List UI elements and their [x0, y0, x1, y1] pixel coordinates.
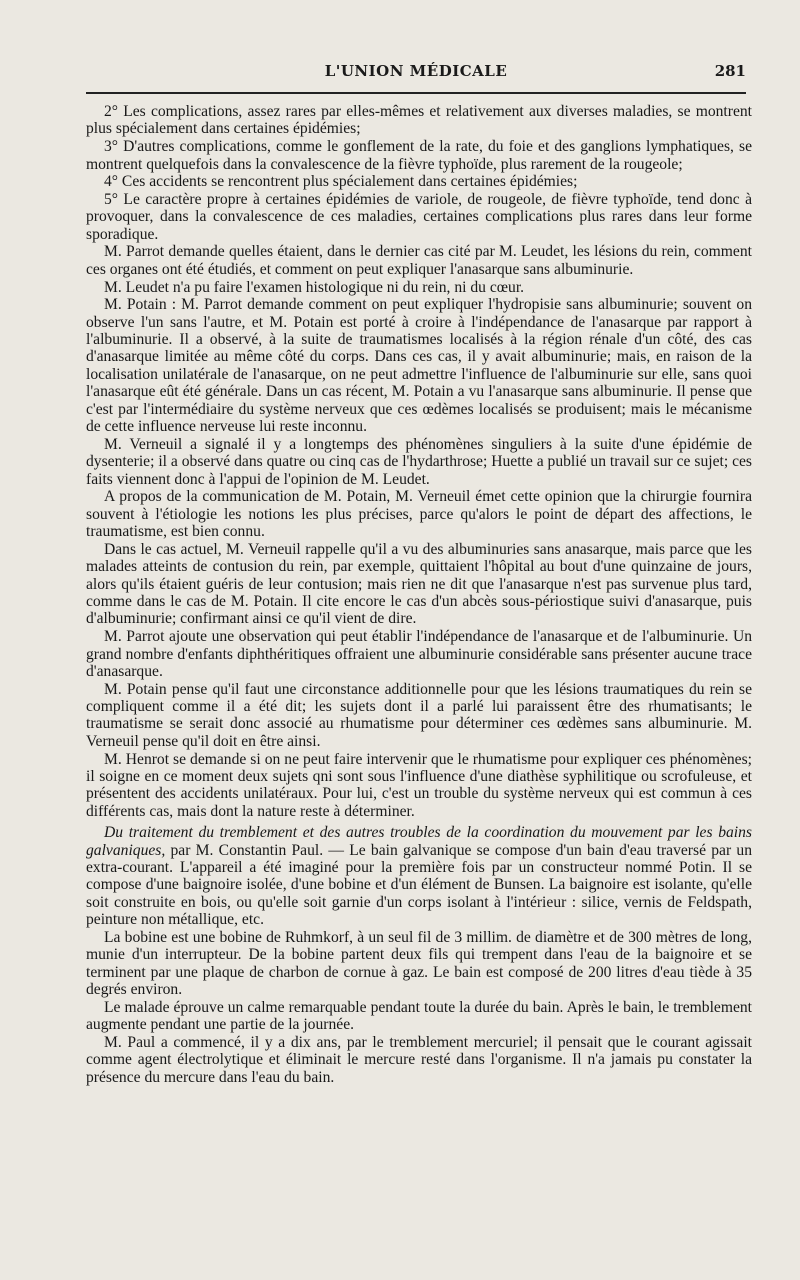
paragraph: 2° Les complications, assez rares par elles-mêmes et relativement aux diverses maladies, se montrent plus spécialement dans certaines épidémies; — [86, 103, 752, 138]
section-title: Du traitement du tremblement et des autres troubles de la coordination du mouvement par les bains galvaniques, — [86, 824, 752, 859]
page-number: 281 — [714, 62, 746, 80]
paragraph: M. Parrot ajoute une observation qui peut établir l'indépendance de l'anasarque et de l'albuminurie. Un grand nombre d'enfants diphthéritiques offraient une albuminurie considérable sans présenter aucune trace d'anasarque. — [86, 628, 752, 680]
paragraph: 4° Ces accidents se rencontrent plus spécialement dans certaines épidémies; — [104, 173, 578, 191]
paragraph: M. Paul a commencé, il y a dix ans, par le tremblement mercuriel; il pensait que le courant agissait comme agent électrolytique et éliminait le mercure resté dans l'organisme. Il n'a jamais pu constater la présence du mercure dans l'eau du bain. — [86, 1033, 752, 1086]
paragraph: A propos de la communication de M. Potain, M. Verneuil émet cette opinion que la chirurgie fournira souvent à l'étiologie les notions les plus précises, parce qu'alors le point de départ des affections, le traumatisme, est bien connu. — [86, 488, 752, 541]
page-header — [86, 62, 746, 86]
paragraph: La bobine est une bobine de Ruhmkorf, à un seul fil de 3 millim. de diamètre et de 300 mètres de long, munie d'un interrupteur. De la bobine partent deux fils qui trempent dans l'eau de la baignoire et se terminent par une plaque de charbon de cornue à gaz. Le bain est composé de 200 litres d'eau tiède à 35 degrés environ. — [86, 928, 752, 999]
section-intro: par M. Constantin Paul. — Le bain galvanique se compose d'un bain d'eau traversé par un extra-courant. L'appareil a été imaginé pour la première fois par un constructeur nommé Potin. Il se compose d'une baignoire isolée, d'une bobine et d'un élément de Bunsen. La baignoire est isolante, qu'elle soit construite en bois, ou qu'elle soit garnie d'un corps isolant à l'intérieur : silice, vernis de Feldspath, peinture non métallique, etc. — [86, 841, 752, 929]
running-title: L'UNION MÉDICALE — [324, 62, 508, 80]
paragraph: 3° D'autres complications, comme le gonflement de la rate, du foie et des ganglions lymphatiques, se montrent quelquefois dans la convalescence de la fièvre typhoïde, plus rarement de la rougeole; — [86, 138, 752, 173]
paragraph: M. Parrot demande quelles étaient, dans le dernier cas cité par M. Leudet, les lésions du rein, comment ces organes ont été étudiés, et comment on peut expliquer l'anasarque sans albuminurie. — [86, 243, 752, 278]
paragraph: M. Verneuil a signalé il y a longtemps des phénomènes singuliers à la suite d'une épidémie de dysenterie; il a observé dans quatre ou cinq cas de l'hydarthrose; Huette a publié un travail sur ce sujet; ces faits viennent donc à l'appui de l'opinion de M. Leudet. — [86, 435, 752, 488]
article-body — [86, 103, 752, 1087]
paragraph: 5° Le caractère propre à certaines épidémies de variole, de rougeole, de fièvre typhoïde, tend donc à provoquer, dans la convalescence de ces maladies, certaines complications plus rares dans leur forme sporadique. — [86, 190, 752, 243]
paragraph: Dans le cas actuel, M. Verneuil rappelle qu'il a vu des albuminuries sans anasarque, mais parce que les malades atteints de contusion du rein, par exemple, quittaient l'hôpital au bout d'une quinzaine de jours, alors qu'ils étaient guéris de leur contusion; mais rien ne dit que l'anasarque n'est pas survenue plus tard, comme dans le cas de M. Potain. Il cite encore le cas d'un abcès sous-périostique suivi d'anasarque, puis d'albuminurie; confirmant ainsi ce qu'il vient de dire. — [86, 540, 752, 628]
paragraph: Le malade éprouve un calme remarquable pendant toute la durée du bain. Après le bain, le tremblement augmente pendant une partie de la journée. — [86, 998, 752, 1034]
paragraph: M. Henrot se demande si on ne peut faire intervenir que le rhumatisme pour expliquer ces phénomènes; il soigne en ce moment deux sujets qni sont sous l'influence d'une diathèse syphilitique ou scrofuleuse, et présentent des accidents unilatéraux. Pour lui, c'est un trouble du système nerveux qui est commun à ces différents cas, mais dont la nature reste à déterminer. — [86, 750, 752, 820]
header-rule — [86, 92, 746, 94]
paragraph: M. Leudet n'a pu faire l'examen histologique ni du rein, ni du cœur. — [104, 278, 525, 296]
paragraph: M. Potain pense qu'il faut une circonstance additionnelle pour que les lésions traumatiques du rein se compliquent comme il a été dit; les sujets dont il a parlé lui paraissent être des rhumatisants; le traumatisme se serait donc associé au rhumatisme pour déterminer ces œdèmes sans albuminurie. M. Verneuil pense qu'il doit en être ainsi. — [86, 680, 752, 750]
paragraph: M. Potain : M. Parrot demande comment on peut expliquer l'hydropisie sans albuminurie; souvent on observe l'un sans l'autre, et M. Potain est porté à croire à l'indépendance de l'anasarque par rapport à l'albuminurie. Il a observé, à la suite de traumatismes localisés à la région rénale d'un côté, des cas d'anasarque limitée au même côté du corps. Dans ces cas, il y avait albuminurie; mais, en raison de la localisation unilatérale de l'anasarque, on ne peut admettre l'influence de l'albuminurie sur elle, sans quoi l'anasarque eût été générale. Dans un cas récent, M. Potain a vu l'anasarque sans albuminurie. Il pense que c'est par l'intermédiaire du système nerveux que ces œdèmes localisés se produisent; mais le mécanisme de cette influence nerveuse lui reste inconnu. — [86, 296, 752, 436]
section-paragraph — [86, 824, 752, 928]
